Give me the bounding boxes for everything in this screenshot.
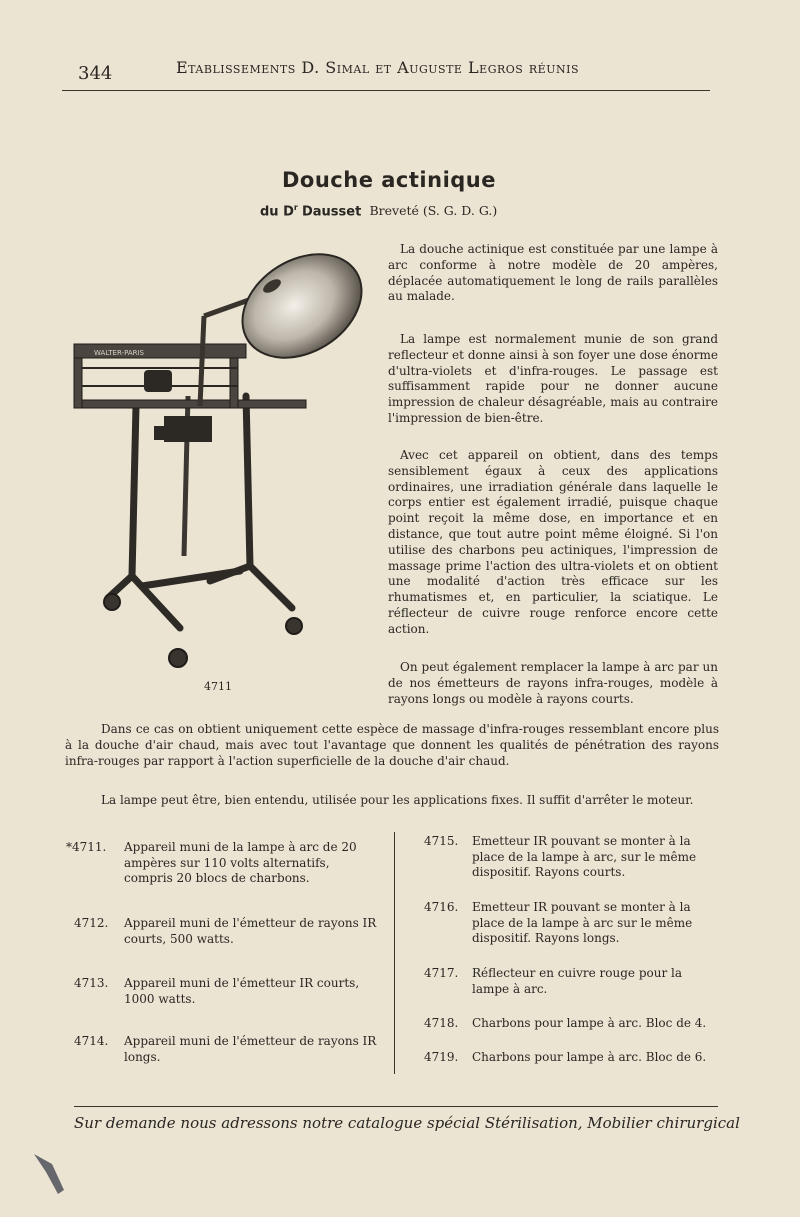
item-description: Appareil muni de l'émetteur de rayons IR courts, 500 watts. xyxy=(124,916,377,946)
page-subtitle xyxy=(260,203,497,219)
fixed-use-paragraph: La lampe peut être, bien entendu, utilisée pour les applications fixes. Il suffit d'arrêter le moteur. xyxy=(101,793,694,807)
item-code: 4712. xyxy=(74,916,109,930)
item-code: 4719. xyxy=(424,1050,459,1064)
maker-plate: WALTER-PARIS xyxy=(94,349,145,357)
reflector-paragraph: La lampe est normalement munie de son grand reflecteur et donne ainsi à son foyer une dose énorme d'ultra-violets et d'infra-rouges. Le passage est suffisamment rapide pour ne donner aucune impression de chaleur désagréable, mais au contraire l'impression de bien-être. xyxy=(388,332,718,425)
page-number: 344 xyxy=(78,63,113,84)
item-code: *4711. xyxy=(66,840,107,854)
infrared-paragraph: On peut également remplacer la lampe à arc par un de nos émetteurs de rayons infra-rouges, modèle à rayons longs ou modèle à rayons courts. xyxy=(388,660,718,706)
subtitle-name: Dausset xyxy=(301,204,362,220)
intro-paragraph: La douche actinique est constituée par une lampe à arc conforme à notre modèle de 20 ampères, déplacée automatiquement le long de rails parallèles au malade. xyxy=(388,242,718,304)
subtitle-superscript: r xyxy=(293,203,298,212)
footer-rule xyxy=(74,1106,718,1107)
irradiation-paragraph: Avec cet appareil on obtient, dans des temps sensiblement égaux à ceux des applications ordinaires, une irradiation générale dans laquelle le corps entier est également irradié, puisque chaque point reçoit la même dose, en importance et en distance, que tout autre point même éloigné. Si l'on utilise des charbons peu actiniques, l'impression de massage prime l'action des ultra-violets et on obtient une modalité d'action très efficace sur les rhumatismes et, en particulier, la sciatique. Le réflecteur de cuivre rouge renforce encore cette action. xyxy=(388,448,718,636)
item-description: Emetteur IR pouvant se monter à la place de la lampe à arc, sur le même dispositif. Rayons courts. xyxy=(472,834,697,879)
item-code: 4717. xyxy=(424,966,459,980)
item-code: 4713. xyxy=(74,976,109,990)
item-description: Appareil muni de l'émetteur IR courts, 1000 watts. xyxy=(124,976,360,1006)
page-title: Douche actinique xyxy=(282,168,496,192)
header-rule xyxy=(62,90,710,91)
item-description: Appareil muni de l'émetteur de rayons IR longs. xyxy=(124,1034,377,1064)
item-code: 4718. xyxy=(424,1016,459,1030)
figure-caption: 4711 xyxy=(204,680,232,693)
footer-note: Sur demande nous adressons notre catalogue spécial Stérilisation, Mobilier chirurgical xyxy=(74,1114,740,1132)
item-description: Appareil muni de la lampe à arc de 20 ampères sur 110 volts alternatifs, compris 20 blocs de charbons. xyxy=(124,840,357,885)
reflector-dome xyxy=(223,236,380,379)
item-code: 4714. xyxy=(74,1034,109,1048)
patent-notice: Breveté (S. G. D. G.) xyxy=(369,203,498,219)
massage-paragraph: Dans ce cas on obtient uniquement cette espèce de massage d'infra-rouges ressemblant encore plus à la douche d'air chaud, mais avec tout l'avantage que donnent les qualités de pénétration des rayons infra-rouges par rapport à l'action superficielle de la douche d'air chaud. xyxy=(65,722,719,768)
apparatus-illustration xyxy=(60,236,380,676)
item-code: 4715. xyxy=(424,834,459,848)
item-code: 4716. xyxy=(424,900,459,914)
subtitle-prefix: du D xyxy=(260,204,294,220)
item-description: Charbons pour lampe à arc. Bloc de 6. xyxy=(472,1050,707,1064)
page-corner-smudge xyxy=(30,1150,90,1210)
running-head: Etablissements D. Simal et Auguste Legros réunis xyxy=(176,58,579,77)
item-description: Charbons pour lampe à arc. Bloc de 4. xyxy=(472,1016,707,1030)
castor-wheels xyxy=(104,594,302,667)
column-divider xyxy=(394,832,395,1074)
item-description: Réflecteur en cuivre rouge pour la lampe à arc. xyxy=(472,966,682,996)
item-description: Emetteur IR pouvant se monter à la place de la lampe à arc sur le même dispositif. Rayons longs. xyxy=(472,900,693,945)
